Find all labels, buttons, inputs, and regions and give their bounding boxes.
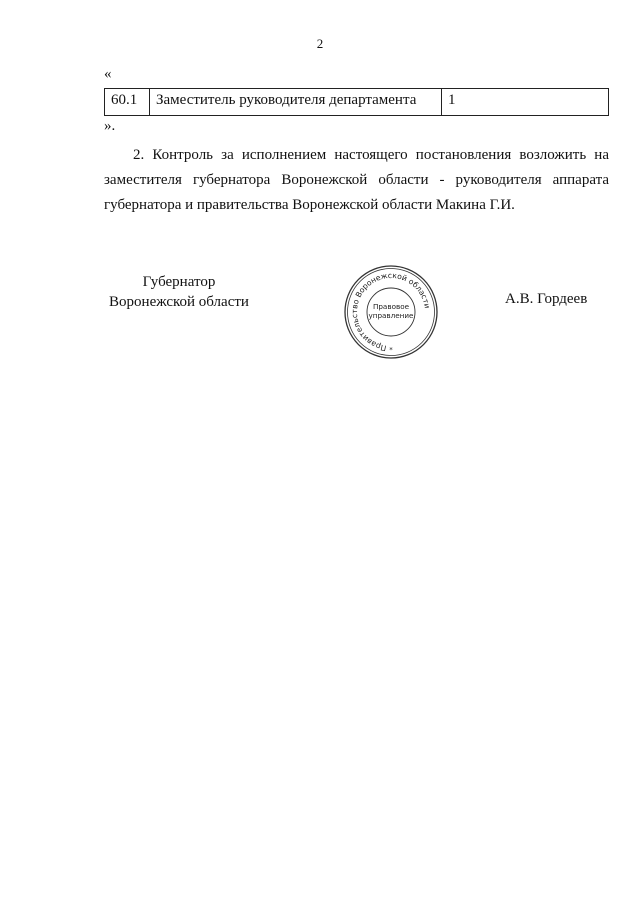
signatory-title-line-2: Воронежской области [109,294,249,310]
seal-center-line-1: Правовое [372,302,410,311]
signatory-title-line-1: Губернатор [142,274,216,290]
table-cell-number: 60.1 [105,89,150,116]
table-cell-count: 1 [442,89,609,116]
control-paragraph: 2. Контроль за исполнением настоящего постановления возложить на заместителя губернатора Воронежской области - руководителя аппарата губернатора и правительства Воронежской области Макина Г.И. [104,147,609,213]
seal-center-line-2: управление [368,311,414,320]
opening-quote: « [104,66,112,82]
signatory-name: А.В. Гордеев [505,291,588,307]
seal-ring-text: Правительство Воронежской области [349,270,432,353]
signatory-title [104,272,254,312]
seal-bottom-mark: * [389,346,393,354]
page-number: 2 [316,36,324,51]
closing-quote: ». [104,118,116,134]
positions-table [104,88,609,116]
official-seal-stamp [341,262,441,362]
table-row [105,89,609,116]
table-cell-position: Заместитель руководителя департамента [150,89,442,116]
